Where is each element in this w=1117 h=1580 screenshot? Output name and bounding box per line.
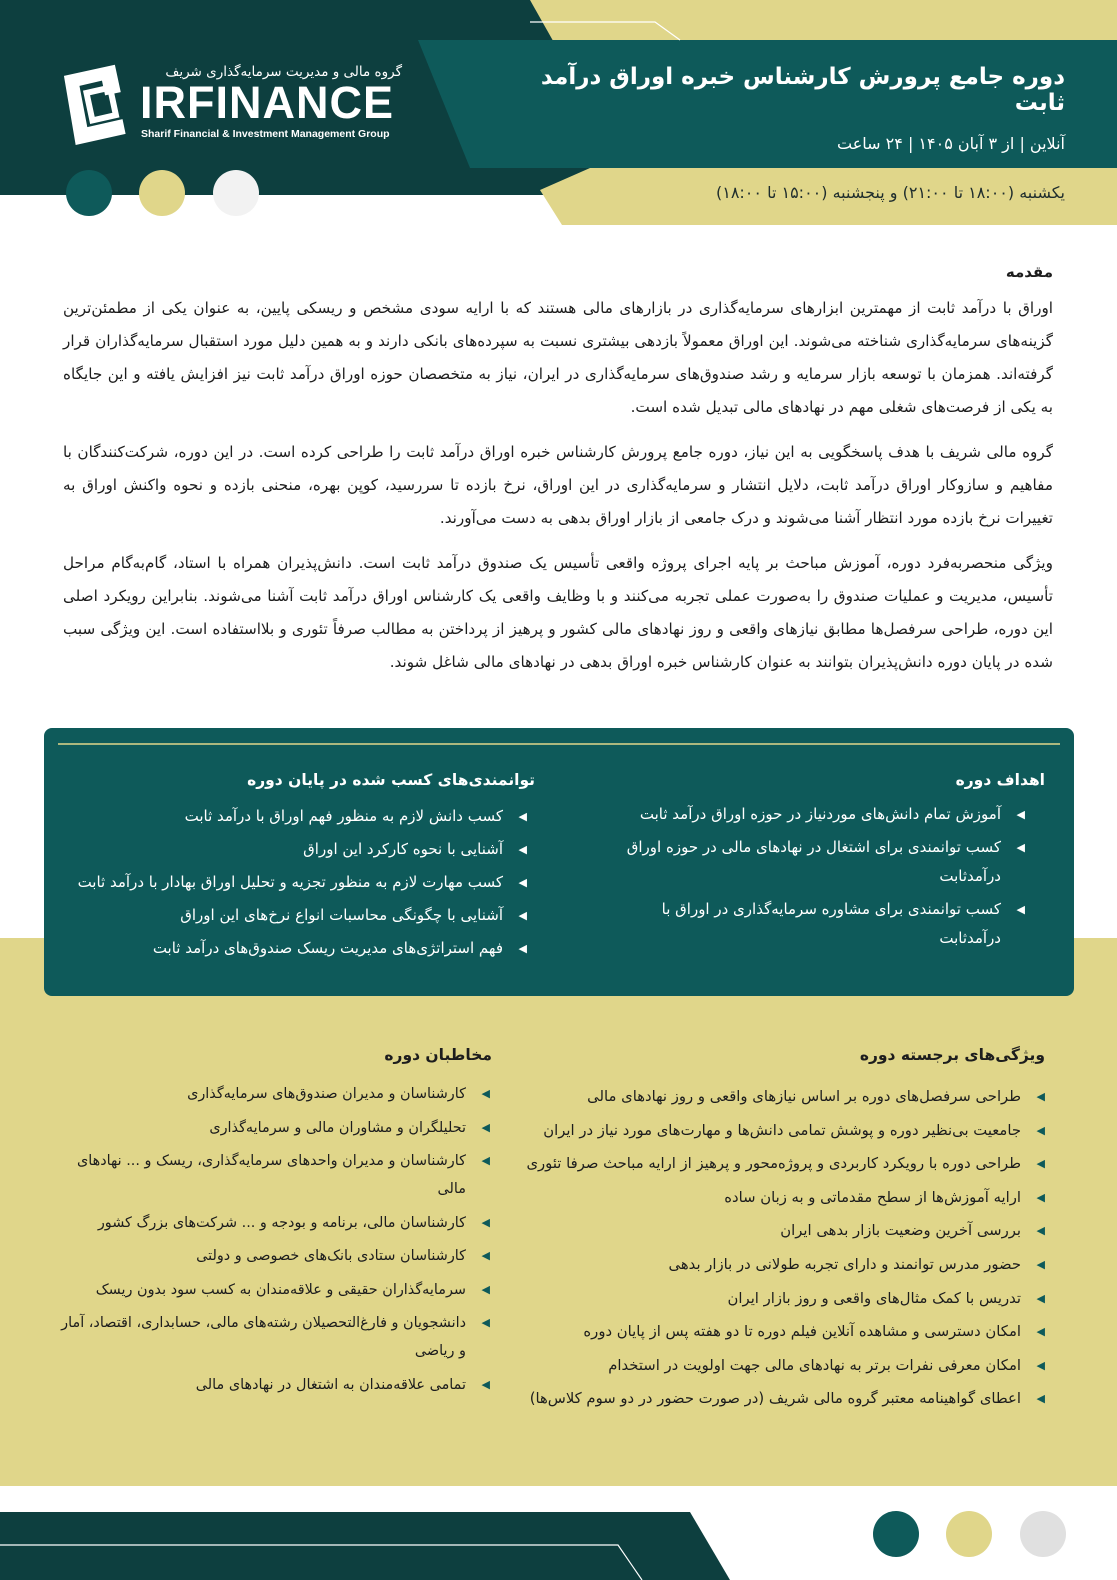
list-item: ◀ طراحی سرفصل‌های دوره بر اساس نیازهای واقعی و روز نهادهای مالی [505, 1080, 1045, 1114]
arrow-left-icon: ◀ [1036, 1257, 1045, 1271]
course-title: دوره جامع پرورش کارشناس خبره اوراق درآمد ثابت [540, 64, 1065, 116]
arrow-left-icon: ◀ [1036, 1090, 1045, 1103]
arrow-left-icon: ◀ [1036, 1291, 1045, 1305]
arrow-left-icon: ◀ [481, 1087, 490, 1100]
list-item: ◀ سرمایه‌گذاران حقیقی و علاقه‌مندان به کسب سود بدون ریسک [60, 1276, 490, 1304]
arrow-left-icon: ◀ [518, 876, 527, 889]
intro-paragraph: اوراق با درآمد ثابت از مهمترین ابزارهای سرمایه‌گذاری در بازارهای مالی هستند که با ارایه سودی مشخص و ریسکی پایین، به عنوان یکی از مطمئن‌ترین گزینه‌های سرمایه‌گذاری شناخته می‌شوند. این اوراق معمولاً بازدهی بیشتری نسبت به سپرده‌های بانکی دارند و به همین دلیل مورد استقبال سرمایه‌گذاران قرار گرفته‌اند. همزمان با توسعه بازار سرمایه و رشد صندوق‌های سرمایه‌گذاری در ایران، نیاز به متخصصان حوزه اوراق درآمد ثابت نیز افزایش یافته و این جایگاه به یکی از فرصت‌های شغلی مهم در نهادهای مالی تبدیل شده است. [63, 299, 1053, 416]
footer-dark-band [0, 1512, 730, 1580]
goals-title: اهداف دوره [955, 771, 1045, 789]
list-item: ◀ کسب توانمندی برای اشتغال در نهادهای مالی در حوزه اوراق درآمدثابت [625, 833, 1025, 891]
brand-logo-word: IRFINANCE [140, 77, 394, 128]
arrow-left-icon: ◀ [518, 810, 527, 823]
audience-list [60, 1080, 490, 1404]
brand-tagline: Sharif Financial & Investment Management Group [141, 128, 390, 140]
capabilities-list [57, 800, 527, 965]
list-item: ◀ آموزش تمام دانش‌های موردنیاز در حوزه اوراق درآمد ثابت [625, 800, 1025, 829]
intro-paragraph: ویژگی منحصربه‌فرد دوره، آموزش مباحث بر پایه اجرای پروژه واقعی تأسیس یک صندوق درآمد ثابت است. دانش‌پذیران همراه با استاد، گام‌به‌گام مراحل تأسیس، مدیریت و عملیات صندوق را به‌صورت عملی تجربه می‌کنند و با وظایف واقعی یک کارشناس اوراق درآمد ثابت آشنا می‌شوند. بنابراین رویکرد اصلی این دوره، طراحی سرفصل‌ها مطابق نیازهای واقعی و روز نهادهای مالی کشور و پرهیز از پرداختن به مطالب صرفاً تئوری و بلااستفاده است. این ویژگی سبب شده در پایان دوره دانش‌پذیران بتوانند به عنوان کارشناس خبره اوراق بدهی در نهادهای مالی شاغل شوند. [63, 554, 1053, 671]
list-item: ◀ کسب توانمندی برای مشاوره سرمایه‌گذاری در اوراق با درآمدثابت [625, 895, 1025, 953]
features-title: ویژگی‌های برجسته دوره [859, 1046, 1045, 1064]
list-item: ◀ جامعیت بی‌نظیر دوره و پوشش تمامی دانش‌ها و مهارت‌های مورد نیاز در ایران [505, 1114, 1045, 1148]
arrow-left-icon: ◀ [1036, 1325, 1045, 1339]
arrow-left-icon: ◀ [1036, 1392, 1045, 1406]
arrow-left-icon: ◀ [1036, 1190, 1045, 1204]
dot-gray [213, 170, 259, 216]
list-item: ◀ امکان دسترسی و مشاهده آنلاین فیلم دوره تا دو هفته پس از پایان دوره [505, 1315, 1045, 1349]
footer-dot-gray [1020, 1511, 1066, 1557]
arrow-left-icon: ◀ [1016, 808, 1025, 821]
list-item: ◀ کارشناسان و مدیران صندوق‌های سرمایه‌گذاری [60, 1080, 490, 1108]
list-item: ◀ تحلیلگران و مشاوران مالی و سرمایه‌گذاری [60, 1114, 490, 1142]
course-meta: آنلاین | از ۳ آبان ۱۴۰۵ | ۲۴ ساعت [837, 134, 1065, 153]
list-item: ◀ کارشناسان مالی، برنامه و بودجه و ... شرکت‌های بزرگ کشور [60, 1209, 490, 1237]
list-item: ◀ تمامی علاقه‌مندان به اشتغال در نهادهای مالی [60, 1371, 490, 1399]
list-item: ◀ طراحی دوره با رویکرد کاربردی و پروژه‌محور و پرهیز از ارایه مباحث صرفا تئوری [505, 1147, 1045, 1181]
list-item: ◀ اعطای گواهینامه معتبر گروه مالی شریف (در صورت حضور در دو سوم کلاس‌ها) [505, 1382, 1045, 1416]
arrow-left-icon: ◀ [1036, 1358, 1045, 1372]
list-item: ◀ آشنایی با نحوه کارکرد این اوراق [57, 833, 527, 866]
intro-paragraph: گروه مالی شریف با هدف پاسخگویی به این نیاز، دوره جامع پرورش کارشناس خبره اوراق درآمد ثابت را طراحی کرده است. در این دوره، شرکت‌کنندگان با مفاهیم و سازوکار اوراق درآمد ثابت، دلایل انتشار و سرمایه‌گذاری در این اوراق، نرخ بازده تا سررسید، کوپن بهره، منحنی بازده و نحوه واکنش اوراق به تغییرات نرخ بازده مورد انتظار آشنا می‌شوند و درک جامعی از بازار اوراق بدهی به دست می‌آورند. [63, 443, 1053, 527]
dot-teal [66, 170, 112, 216]
list-item: ◀ کسب مهارت لازم به منظور تجزیه و تحلیل اوراق بهادار با درآمد ثابت [57, 866, 527, 899]
audience-title: مخاطبان دوره [384, 1046, 492, 1064]
list-item: ◀ امکان معرفی نفرات برتر به نهادهای مالی جهت اولویت در استخدام [505, 1349, 1045, 1383]
intro-body [63, 292, 1053, 691]
list-item: ◀ دانشجویان و فارغ‌التحصیلان رشته‌های مالی، حسابداری، اقتصاد، آمار و ریاضی [60, 1309, 490, 1365]
arrow-left-icon: ◀ [481, 1215, 490, 1229]
arrow-left-icon: ◀ [1036, 1157, 1045, 1171]
intro-heading: مقدمه [1005, 263, 1053, 281]
footer-dot-teal [873, 1511, 919, 1557]
list-item: ◀ فهم استراتژی‌های مدیریت ریسک صندوق‌های درآمد ثابت [57, 932, 527, 965]
course-schedule: یکشنبه (۱۸:۰۰ تا ۲۱:۰۰) و پنجشنبه (۱۵:۰۰ تا ۱۸:۰۰) [715, 183, 1065, 202]
arrow-left-icon: ◀ [518, 843, 527, 856]
list-item: ◀ کارشناسان ستادی بانک‌های خصوصی و دولتی [60, 1242, 490, 1270]
list-item: ◀ کسب دانش لازم به منظور فهم اوراق با درآمد ثابت [57, 800, 527, 833]
arrow-left-icon: ◀ [481, 1377, 490, 1391]
list-item: ◀ حضور مدرس توانمند و دارای تجربه طولانی در بازار بدهی [505, 1248, 1045, 1282]
dot-beige [139, 170, 185, 216]
arrow-left-icon: ◀ [481, 1282, 490, 1296]
footer-dot-beige [946, 1511, 992, 1557]
list-item: ◀ آشنایی با چگونگی محاسبات انواع نرخ‌های این اوراق [57, 899, 527, 932]
arrow-left-icon: ◀ [1016, 903, 1025, 916]
goals-list [625, 800, 1025, 957]
arrow-left-icon: ◀ [1036, 1224, 1045, 1238]
arrow-left-icon: ◀ [1036, 1123, 1045, 1137]
list-item: ◀ بررسی آخرین وضعیت بازار بدهی ایران [505, 1214, 1045, 1248]
arrow-left-icon: ◀ [481, 1316, 490, 1329]
arrow-left-icon: ◀ [518, 909, 527, 922]
arrow-left-icon: ◀ [481, 1249, 490, 1262]
arrow-left-icon: ◀ [1016, 841, 1025, 854]
list-item: ◀ تدریس با کمک مثال‌های واقعی و روز بازار ایران [505, 1282, 1045, 1316]
capabilities-title: توانمندی‌های کسب شده در پایان دوره [247, 771, 535, 789]
arrow-left-icon: ◀ [481, 1120, 490, 1134]
arrow-left-icon: ◀ [481, 1154, 490, 1167]
brand-group-name: گروه مالی و مدیریت سرمایه‌گذاری شریف [165, 64, 402, 80]
list-item: ◀ کارشناسان و مدیران واحدهای سرمایه‌گذاری، ریسک و ... نهادهای مالی [60, 1147, 490, 1203]
arrow-left-icon: ◀ [518, 942, 527, 955]
features-list [505, 1080, 1045, 1416]
list-item: ◀ ارایه آموزش‌ها از سطح مقدماتی و به زبان ساده [505, 1181, 1045, 1215]
